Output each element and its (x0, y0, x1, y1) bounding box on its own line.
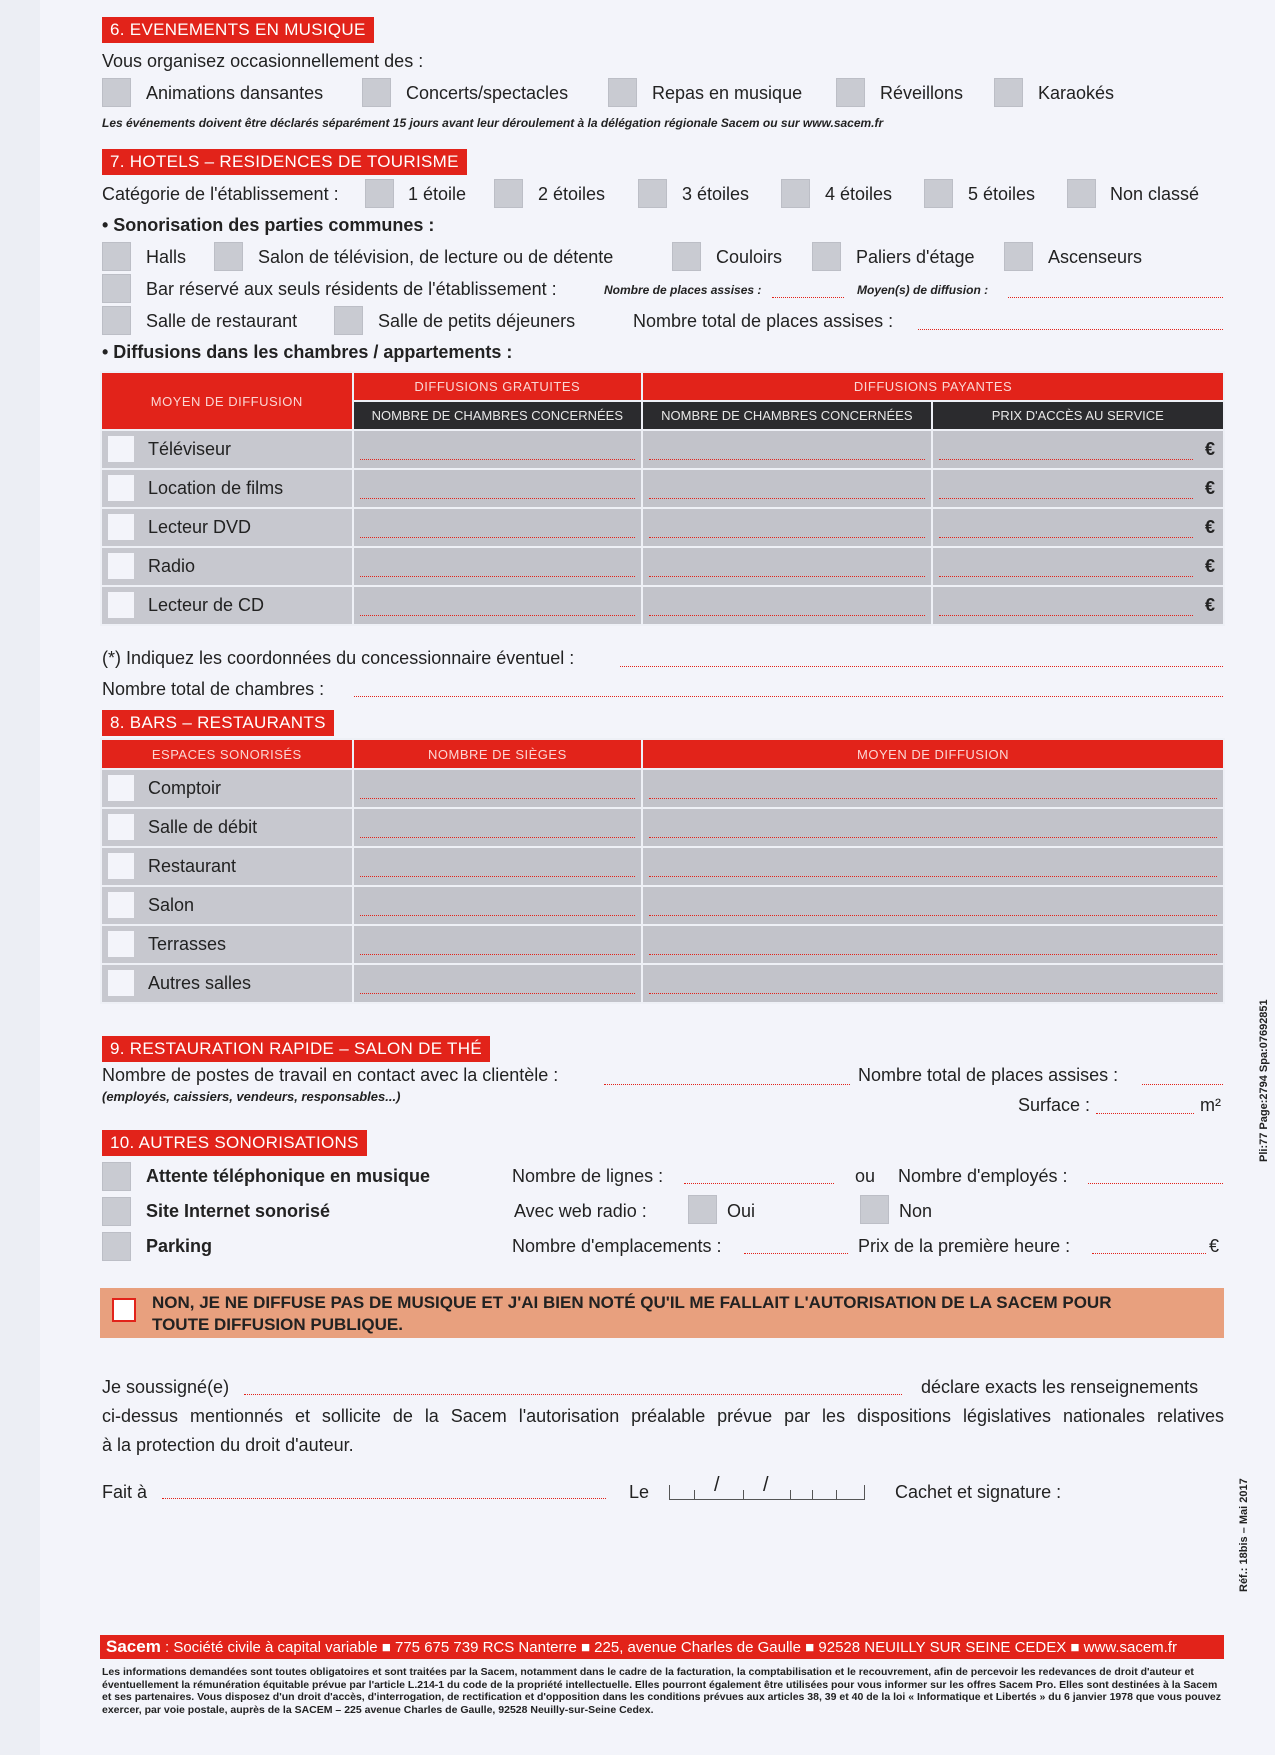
label-employees: Nombre d'employés : (898, 1166, 1068, 1186)
label-spots: Nombre d'emplacements : (512, 1236, 722, 1256)
checkbox-landings[interactable] (812, 242, 841, 271)
checkbox-bar-room[interactable] (108, 814, 134, 840)
label-bar-means: Moyen(s) de diffusion : (857, 283, 989, 297)
checkbox-restaurant[interactable] (108, 853, 134, 879)
checkbox-unclassified[interactable] (1067, 179, 1096, 208)
category-label: Catégorie de l'établissement : (102, 184, 339, 204)
checkbox-breakfast-room[interactable] (334, 306, 363, 335)
label-animations: Animations dansantes (146, 83, 324, 103)
checkbox-restaurant-room[interactable] (102, 306, 131, 335)
checkbox-no-music[interactable] (112, 1298, 136, 1322)
date-tick (743, 1490, 744, 1499)
rooms-table (100, 371, 1225, 626)
th-rooms-paid: NOMBRE DE CHAMBRES CONCERNÉES (642, 401, 932, 430)
document-reference: Réf.: 18bis – Mai 2017 (1238, 1478, 1250, 1592)
bars-table (100, 738, 1225, 1004)
input-total-rooms[interactable] (354, 695, 1223, 697)
row-label: Lecteur DVD (148, 517, 252, 537)
label-3-stars: 3 étoiles (682, 184, 750, 204)
s6-intro: Vous organisez occasionnellement des : (102, 51, 424, 71)
input-cell[interactable] (642, 769, 1224, 808)
label-breakfast-room: Salle de petits déjeuners (378, 311, 576, 331)
checkbox-5-stars[interactable] (924, 179, 953, 208)
input-spots[interactable] (744, 1252, 848, 1254)
row-label: Autres salles (148, 973, 252, 993)
row-label: Salle de débit (148, 817, 258, 837)
input-employees[interactable] (1088, 1182, 1223, 1184)
euro-sign: € (1204, 595, 1215, 615)
footer-address: : Société civile à capital variable ■ 775 675 739 RCS Nanterre ■ 225, avenue Charles de Gaulle ■ 92528 NEUILLY SUR SEINE CEDEX ■ www.sacem.fr (165, 1639, 1178, 1656)
input-cell[interactable] (642, 886, 1224, 925)
label-undersigned: Je soussigné(e) (102, 1377, 230, 1397)
table-row (101, 808, 1224, 847)
checkbox-halls[interactable] (102, 242, 131, 271)
input-cell[interactable] (642, 847, 1224, 886)
input-cell[interactable] (642, 586, 932, 625)
input-cell[interactable] (353, 925, 642, 964)
row-label: Radio (148, 556, 196, 576)
label-signature: Cachet et signature : (895, 1482, 1062, 1502)
input-place[interactable] (162, 1497, 606, 1499)
declaration-line2: ci-dessus mentionnés et sollicite de la Sacem l'autorisation préalable prévue par les dispositions législatives nationales relatives (102, 1406, 1224, 1426)
checkbox-1-star[interactable] (365, 179, 394, 208)
euro-sign: € (1204, 478, 1215, 498)
th-means: MOYEN DE DIFFUSION (101, 372, 353, 430)
label-5-stars: 5 étoiles (968, 184, 1036, 204)
input-cell[interactable] (642, 547, 932, 586)
checkbox-repas[interactable] (608, 78, 637, 107)
label-concerts: Concerts/spectacles (406, 83, 569, 103)
th-rooms-free: NOMBRE DE CHAMBRES CONCERNÉES (353, 401, 643, 430)
section-8-title: 8. BARS – RESTAURANTS (102, 710, 334, 736)
input-cell[interactable] (642, 964, 1224, 1003)
label-website: Site Internet sonorisé (146, 1201, 331, 1221)
label-4-stars: 4 étoiles (825, 184, 893, 204)
date-separator: / (763, 1474, 769, 1496)
th-seats: NOMBRE DE SIÈGES (353, 739, 642, 769)
row-label: Location de films (148, 478, 284, 498)
print-reference: Pli:77 Page:2794 Spa:07692851 (1258, 999, 1270, 1162)
label-reveillons: Réveillons (880, 83, 964, 103)
label-corridors: Couloirs (716, 247, 783, 267)
label-or: ou (855, 1166, 876, 1186)
section-7-title: 7. HOTELS – RESIDENCES DE TOURISME (102, 149, 467, 175)
common-areas-heading: • Sonorisation des parties communes : (102, 215, 435, 235)
label-fait-a: Fait à (102, 1482, 148, 1502)
input-cell[interactable] (353, 886, 642, 925)
label-total-seats: Nombre total de places assises : (633, 311, 894, 331)
table-row (101, 547, 1224, 586)
date-tick (812, 1490, 813, 1499)
section-10-title: 10. AUTRES SONORISATIONS (102, 1130, 367, 1156)
label-bar-seats: Nombre de places assises : (604, 283, 762, 297)
checkbox-cd[interactable] (108, 592, 134, 618)
input-cell[interactable] (642, 430, 932, 469)
label-no: Non (899, 1201, 933, 1221)
no-music-text: NON, JE NE DIFFUSE PAS DE MUSIQUE ET J'AI BIEN NOTÉ QU'IL ME FALLAIT L'AUTORISATION DE LA SACEM POUR TOUTE DIFFUSION PUBLIQUE. (152, 1293, 1112, 1334)
checkbox-concerts[interactable] (362, 78, 391, 107)
th-spaces: ESPACES SONORISÉS (101, 739, 353, 769)
checkbox-corridors[interactable] (672, 242, 701, 271)
label-halls: Halls (146, 247, 187, 267)
label-tv-lounge: Salon de télévision, de lecture ou de détente (258, 247, 614, 267)
euro-sign: € (1204, 439, 1215, 459)
checkbox-webradio-no[interactable] (860, 1195, 889, 1224)
checkbox-tv-lounge[interactable] (214, 242, 243, 271)
label-repas: Repas en musique (652, 83, 803, 103)
price-cell[interactable] (932, 508, 1224, 547)
date-tick (694, 1490, 695, 1499)
checkbox-phone-hold[interactable] (102, 1162, 131, 1191)
input-cell[interactable] (642, 925, 1224, 964)
euro-sign: € (1209, 1236, 1220, 1256)
checkbox-website[interactable] (102, 1197, 131, 1226)
table-row (101, 430, 1224, 469)
checkbox-elevators[interactable] (1004, 242, 1033, 271)
input-lines[interactable] (684, 1182, 834, 1184)
no-music-banner (100, 1288, 1224, 1338)
workstations-note: (employés, caissiers, vendeurs, responsables...) (102, 1089, 401, 1104)
input-surface[interactable] (1096, 1112, 1194, 1114)
th-paid: DIFFUSIONS PAYANTES (642, 372, 1224, 401)
label-residents-bar: Bar réservé aux seuls résidents de l'établissement : (146, 279, 557, 299)
footer-brand: Sacem (106, 1637, 161, 1656)
th-means: MOYEN DE DIFFUSION (642, 739, 1224, 769)
label-surface: Surface : (1018, 1095, 1091, 1115)
legal-notice: Les informations demandées sont toutes obligatoires et sont traitées par la Sacem, notamment dans le cadre de la facturation, la comptabilisation et le recouvrement, afin de percevoir les redevances de droit d'auteur et éventuellement la rémunération équitable prévue par l'article L.214-1 du code de la propriété intellectuelle. Elles pourront également être utilisées pour vous informer sur les offres Sacem Pro. Elles sont destinées à la Sacem et ses partenaires. Vous disposez d'un droit d'accès, d'interrogation, de rectification et d'opposition dans les conditions prévues aux articles 38, 39 et 40 de la loi « Informatique et Libertés » du 6 janvier 1978 que vous pouvez exercer, par voie postale, auprès de la SACEM – 225 avenue Charles de Gaulle, 92528 Neuilly-sur-Seine Cedex. (102, 1666, 1222, 1716)
checkbox-radio[interactable] (108, 553, 134, 579)
date-separator: / (714, 1474, 720, 1496)
date-tick (836, 1490, 837, 1499)
checkbox-karaokes[interactable] (994, 78, 1023, 107)
label-restaurant-room: Salle de restaurant (146, 311, 298, 331)
label-landings: Paliers d'étage (856, 247, 975, 267)
input-dealer[interactable] (620, 665, 1223, 667)
checkbox-3-stars[interactable] (638, 179, 667, 208)
section-6-title: 6. EVENEMENTS EN MUSIQUE (102, 17, 374, 43)
table-row (101, 925, 1224, 964)
price-cell[interactable] (932, 547, 1224, 586)
label-lines: Nombre de lignes : (512, 1166, 664, 1186)
input-cell[interactable] (353, 508, 643, 547)
th-price: PRIX D'ACCÈS AU SERVICE (932, 401, 1224, 430)
checkbox-tv[interactable] (108, 436, 134, 462)
input-cell[interactable] (642, 508, 932, 547)
checkbox-film-rental[interactable] (108, 475, 134, 501)
checkbox-dvd[interactable] (108, 514, 134, 540)
checkbox-4-stars[interactable] (781, 179, 810, 208)
row-label: Salon (148, 895, 195, 915)
checkbox-webradio-yes[interactable] (688, 1195, 717, 1224)
checkbox-other-rooms[interactable] (108, 970, 134, 996)
label-unclassified: Non classé (1110, 184, 1200, 204)
label-2-stars: 2 étoiles (538, 184, 606, 204)
declaration-part2: déclare exacts les renseignements (921, 1377, 1199, 1397)
checkbox-2-stars[interactable] (494, 179, 523, 208)
row-label: Restaurant (148, 856, 237, 876)
table-row (101, 769, 1224, 808)
table-row (101, 586, 1224, 625)
row-label: Comptoir (148, 778, 222, 798)
footer-bar (100, 1635, 1224, 1659)
input-bar-means[interactable] (1008, 296, 1223, 298)
label-phone-hold: Attente téléphonique en musique (146, 1166, 431, 1186)
input-cell[interactable] (353, 547, 643, 586)
table-row (101, 508, 1224, 547)
label-total-rooms: Nombre total de chambres : (102, 679, 325, 699)
declaration-line3: à la protection du droit d'auteur. (102, 1435, 354, 1455)
input-cell[interactable] (353, 847, 642, 886)
row-label: Téléviseur (148, 439, 232, 459)
checkbox-reveillons[interactable] (836, 78, 865, 107)
input-total-seats[interactable] (918, 328, 1223, 330)
label-1-star: 1 étoile (408, 184, 467, 204)
th-free: DIFFUSIONS GRATUITES (353, 372, 643, 401)
surface-unit: m² (1200, 1095, 1221, 1115)
table-row (101, 964, 1224, 1003)
input-bar-seats[interactable] (772, 296, 844, 298)
euro-sign: € (1204, 517, 1215, 537)
input-workstations[interactable] (604, 1083, 850, 1085)
input-cell[interactable] (642, 808, 1224, 847)
label-karaokes: Karaokés (1038, 83, 1115, 103)
checkbox-residents-bar[interactable] (102, 274, 131, 303)
table-row (101, 886, 1224, 925)
table-row (101, 847, 1224, 886)
section-9-title: 9. RESTAURATION RAPIDE – SALON DE THÉ (102, 1036, 490, 1062)
s6-note: Les événements doivent être déclarés séparément 15 jours avant leur déroulement à la délégation régionale Sacem ou sur www.sacem.fr (102, 116, 884, 130)
checkbox-counter[interactable] (108, 775, 134, 801)
checkbox-salon[interactable] (108, 892, 134, 918)
euro-sign: € (1204, 556, 1215, 576)
date-tick (790, 1490, 791, 1499)
checkbox-terraces[interactable] (108, 931, 134, 957)
input-cell[interactable] (353, 469, 643, 508)
price-cell[interactable] (932, 430, 1224, 469)
table-row (101, 469, 1224, 508)
input-cell[interactable] (353, 430, 643, 469)
input-cell[interactable] (642, 469, 932, 508)
checkbox-animations[interactable] (102, 78, 131, 107)
price-cell[interactable] (932, 469, 1224, 508)
label-date: Le (629, 1482, 650, 1502)
label-s9-total-seats: Nombre total de places assises : (858, 1065, 1119, 1085)
input-undersigned[interactable] (244, 1393, 902, 1395)
label-first-hour-price: Prix de la première heure : (858, 1236, 1071, 1256)
label-dealer: (*) Indiquez les coordonnées du concessionnaire éventuel : (102, 648, 575, 668)
row-label: Lecteur de CD (148, 595, 265, 615)
row-label: Terrasses (148, 934, 227, 954)
checkbox-parking[interactable] (102, 1232, 131, 1261)
rooms-heading: • Diffusions dans les chambres / appartements : (102, 342, 513, 362)
input-s9-total-seats[interactable] (1142, 1083, 1223, 1085)
input-cell[interactable] (353, 769, 642, 808)
price-cell[interactable] (932, 586, 1224, 625)
label-workstations: Nombre de postes de travail en contact avec la clientèle : (102, 1065, 559, 1085)
input-cell[interactable] (353, 964, 642, 1003)
label-elevators: Ascenseurs (1048, 247, 1143, 267)
label-webradio: Avec web radio : (514, 1201, 647, 1221)
input-cell[interactable] (353, 808, 642, 847)
input-first-hour-price[interactable] (1092, 1252, 1206, 1254)
label-yes: Oui (727, 1201, 756, 1221)
label-parking: Parking (146, 1236, 213, 1256)
input-cell[interactable] (353, 586, 643, 625)
